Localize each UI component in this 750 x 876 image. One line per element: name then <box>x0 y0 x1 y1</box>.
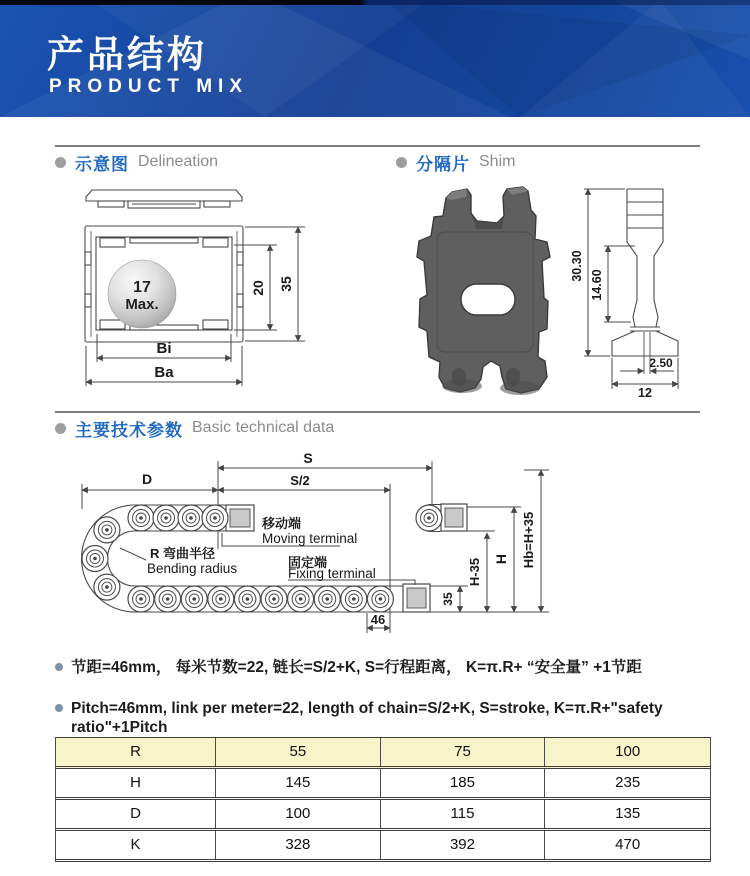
dim-label-base-width: 12 <box>638 386 652 400</box>
table-cell: 328 <box>216 831 381 859</box>
table-header-value: 100 <box>615 743 641 760</box>
bullet-dot-icon <box>55 704 63 712</box>
bending-radius-label-en: Bending radius <box>147 561 238 576</box>
dim-label-mid-height: 14.60 <box>590 269 604 301</box>
table-cell: 185 <box>381 769 546 797</box>
fixing-terminal-label-en: Fixing terminal <box>288 566 376 581</box>
lid-drawing <box>86 190 242 208</box>
dim-label-total-height: 30.30 <box>570 250 584 282</box>
table-cell: 235 <box>615 774 641 791</box>
section-header-tech <box>55 416 334 440</box>
dim-label-h: H <box>493 553 509 565</box>
table-row <box>56 831 710 862</box>
dim-label-s: S <box>303 450 313 466</box>
header-top-strip <box>0 0 750 5</box>
section-divider-top <box>55 145 700 147</box>
table-header-value: 55 <box>216 738 381 766</box>
table-row <box>56 769 710 800</box>
ball-label-diameter: 17 <box>133 279 151 296</box>
cable-ball <box>108 260 176 328</box>
note-zh <box>55 658 715 677</box>
table-cell: 392 <box>381 831 546 859</box>
section-divider-middle <box>55 411 700 413</box>
table-row <box>56 800 710 831</box>
dim-label-35: 35 <box>441 592 455 606</box>
bullet-dot-icon <box>55 663 63 671</box>
dim-label-thickness: 2.50 <box>649 356 673 370</box>
page-header <box>0 0 750 117</box>
dim-label-h35: H-35 <box>467 557 482 587</box>
moving-terminal-label-en: Moving terminal <box>262 531 358 546</box>
table-row-label: H <box>56 769 216 797</box>
table-cell: 100 <box>216 800 381 828</box>
page-title-en: PRODUCT MIX <box>49 76 248 97</box>
note-en <box>55 699 715 737</box>
section-title-en: Basic technical data <box>192 419 335 436</box>
dim-label-d: D <box>141 471 153 487</box>
dim-label-inner-width: Bi <box>156 340 172 357</box>
table-header-label: R <box>56 738 216 766</box>
table-row-label: D <box>56 800 216 828</box>
section-title-zh: 主要技术参数 <box>75 420 183 440</box>
page-title-zh: 产品结构 <box>47 34 207 75</box>
bending-radius-label-zh: R 弯曲半径 <box>150 546 216 561</box>
bullet-dot-icon <box>55 157 66 168</box>
section-header-delineation <box>55 150 218 174</box>
cross-section-drawing <box>70 183 315 398</box>
table-header-value: 75 <box>381 738 546 766</box>
spec-table <box>55 737 711 862</box>
section-title-en: Delineation <box>138 153 219 170</box>
dim-label-outer-width: Ba <box>154 364 174 381</box>
drag-chain-drawing <box>60 450 560 650</box>
table-row-label: K <box>56 831 216 859</box>
section-title-zh: 分隔片 <box>416 154 470 174</box>
section-header-shim <box>396 150 515 174</box>
note-text-en: Pitch=46mm, link per meter=22, length of chain=S/2+K, S=stroke, K=π.R+"safety ratio"+1Pitch <box>71 700 663 736</box>
fixing-terminal-label-zh: 固定端 <box>288 555 328 570</box>
moving-terminal-block <box>226 505 254 531</box>
dim-label-s2: S/2 <box>290 473 310 488</box>
shim-3d-render <box>417 187 550 395</box>
section-title-zh: 示意图 <box>75 154 129 174</box>
note-text-zh: 节距=46mm， 每米节数=22, 链长=S/2+K, S=行程距离， K=π.R+ “安全量” +1节距 <box>71 659 642 676</box>
shim-profile-drawing <box>612 189 678 374</box>
moving-terminal-label-zh: 移动端 <box>262 516 302 531</box>
fixing-terminal-block <box>403 584 430 612</box>
dim-label-hb: Hb=H+35 <box>521 511 536 569</box>
table-header-row <box>56 738 710 769</box>
section-title-en: Shim <box>479 153 516 170</box>
table-cell: 135 <box>615 805 641 822</box>
bullet-dot-icon <box>55 423 66 434</box>
bullet-dot-icon <box>396 157 407 168</box>
shim-drawing <box>405 178 715 403</box>
table-cell: 145 <box>216 769 381 797</box>
dim-label-pitch: 46 <box>370 612 386 627</box>
table-cell: 115 <box>381 800 546 828</box>
ball-label-max: Max. <box>125 296 159 313</box>
table-cell: 470 <box>615 836 641 853</box>
dim-label-outer-height: 35 <box>278 276 294 292</box>
dim-label-inner-height: 20 <box>250 280 266 296</box>
